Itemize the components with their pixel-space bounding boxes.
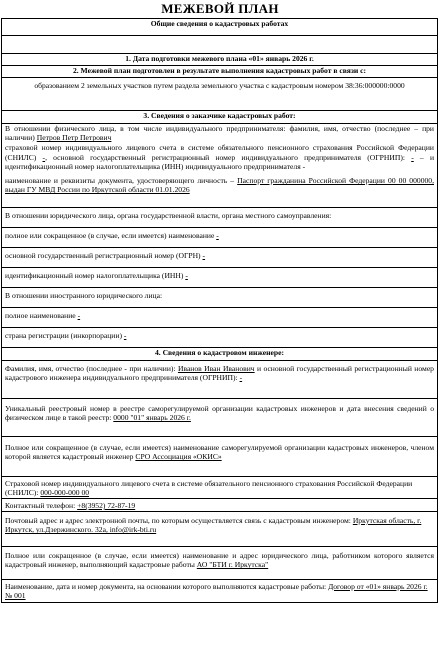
customer-snils-value: - [42, 152, 46, 162]
inn-value: - [185, 271, 188, 280]
employer-row [2, 547, 438, 580]
sro-label: Полное или сокращенное (в случае, если имеется) наименование саморегулируемой организации кадастровых инженеров, членом которой является кадастровый инженер [5, 443, 434, 462]
passport-label: наименование и реквизиты документа, удостоверяющего личность – [5, 176, 235, 186]
customer-inn-label: и идентификационный номер налогоплательщика (ИНН) индивидуального предпринимателя - [5, 152, 435, 171]
section-3-header: 3. Сведения о заказчике кадастровых работ: [2, 111, 438, 124]
phone-value: +8(3952) 72-87-19 [77, 501, 136, 510]
engineer-snils-value: 000-000-000 00 [40, 488, 90, 498]
foreign-name-row [2, 308, 438, 328]
section-4-header: 4. Сведения о кадастровом инженере: [2, 348, 438, 361]
sro-row [2, 437, 438, 477]
engineer-name-row [2, 361, 438, 399]
jur-intro: В отношении юридического лица, органа государственной власти, органа местного самоуправления: [2, 208, 438, 228]
phone-row [2, 499, 438, 512]
section-2-header: 2. Межевой план подготовлен в результате выполнения кадастровых работ в связи с: [2, 66, 438, 78]
foreign-intro: В отношении иностранного юридического лица: [2, 288, 438, 308]
jur-name-value: - [216, 231, 219, 240]
sro-value: СРО Ассоциация «ОКИС» [135, 452, 222, 462]
address-label: Почтовый адрес и адрес электронной почты, по которым осуществляется связь с кадастровым инженером: [5, 516, 351, 525]
engineer-fio-label: Фамилия, имя, отчество (последнее - при наличии): [5, 364, 176, 373]
jur-name-label: полное или сокращенное (в случае, если имеется) наименование [5, 231, 215, 240]
country-label: страна регистрации (инкорпорации) [5, 331, 122, 340]
spacer-row [2, 36, 438, 54]
customer-name: Петров Петр Петрович [36, 133, 112, 143]
contract-value: Договор от «01» январь 2026 г. № 001 [5, 582, 428, 601]
customer-snils-label: страховой номер индивидуального лицевого счета в системе обязательного пенсионного страхования Российской Федерации (СНИЛС) [5, 143, 434, 162]
customer-ogrnip-label: , основной государственный регистрационный номер индивидуального предпринимателя (ОГРНИП): [45, 152, 405, 162]
phys-intro-text: В отношении физического лица, в том числе индивидуального предпринимателя: фамилия, имя, отчество (последнее – при наличии) [5, 124, 434, 143]
country-value: - [123, 331, 127, 340]
engineer-snils-row [2, 477, 438, 499]
contract-row [2, 580, 438, 603]
section-1-header: 1. Дата подготовки межевого плана «01» январь 2026 г. [2, 54, 438, 66]
ogrn-value: - [202, 251, 206, 260]
phone-label: Контактный телефон: [5, 501, 76, 510]
country-row [2, 328, 438, 348]
engineer-snils-label: Страховой номер индивидуального лицевого счета в системе обязательного пенсионного страхования Российской Федерации (СНИЛС): [5, 479, 413, 498]
section-2-reason: образованием 2 земельных участков путем раздела земельного участка с кадастровым номером 38:36:000000:0000 [2, 78, 438, 111]
general-info-table [1, 18, 438, 603]
foreign-name-value: - [77, 311, 81, 320]
inn-label: идентификационный номер налогоплательщика (ИНН) [5, 271, 184, 280]
customer-physical-person-block: В отношении физического лица, в том числе индивидуального предпринимателя: фамилия, имя, отчество (последнее – при наличии) Петров Петр Петрович страховой номер индивидуального лицевого счета в системе обязательного пенсионного страхования Российской Федерации (СНИЛС) -, основной государственный регистрационный номер индивидуального предпринимателя (ОГРНИП): - – и идентификационный номер налогоплательщика (ИНН) индивидуального предпринимателя - наименование и реквизиты документа, удостоверяющего личность – Паспорт гражданина Российской Федерации 00 00 000000, выдан ГУ МВД России по Иркутской области 01.01.2026 [2, 124, 438, 208]
address-value: Иркутская область, г. Иркутск, ул.Дзержинского. 32а, info@irk-bti.ru [5, 516, 422, 535]
document-title: МЕЖЕВОЙ ПЛАН [161, 1, 279, 16]
engineer-fio-value: Иванов Иван Иванович [177, 364, 255, 373]
employer-value: АО "БТИ г. Иркутска" [196, 560, 269, 570]
registry-label: Уникальный реестровый номер в реестре саморегулируемой организации кадастровых инженеров и дата внесения сведений о физическом лице в такой реестр: [5, 404, 434, 423]
engineer-registry-row [2, 399, 438, 437]
jur-name-row [2, 228, 438, 248]
address-row [2, 512, 438, 547]
employer-label: Полное или сокращенное (в случае, если имеется) наименование и адрес юридического лица, работником которого является кадастровый инженер, выполняющий кадастровые работы [5, 551, 434, 570]
ogrn-row [2, 248, 438, 268]
contract-label: Наименование, дата и номер документа, на основании которого выполняются кадастровые работы: [5, 582, 327, 591]
engineer-ogrnip-value: - [239, 373, 243, 383]
general-header: Общие сведения о кадастровых работах [2, 19, 438, 36]
foreign-name-label: полное наименование [5, 311, 76, 320]
registry-value: 0000 "01" январь 2026 г. [113, 413, 191, 423]
ogrn-label: основной государственный регистрационный номер (ОГРН) [5, 251, 201, 260]
engineer-ogrnip-label: и основной государственный регистрационный номер кадастрового инженера индивидуального предпринимателя (ОГРНИП): [5, 364, 434, 383]
inn-row [2, 268, 438, 288]
customer-ogrnip-value: - [411, 152, 414, 162]
passport-value: Паспорт гражданина Российской Федерации 00 00 000000, выдан ГУ МВД России по Иркутской области 01.01.2026 [5, 176, 434, 195]
